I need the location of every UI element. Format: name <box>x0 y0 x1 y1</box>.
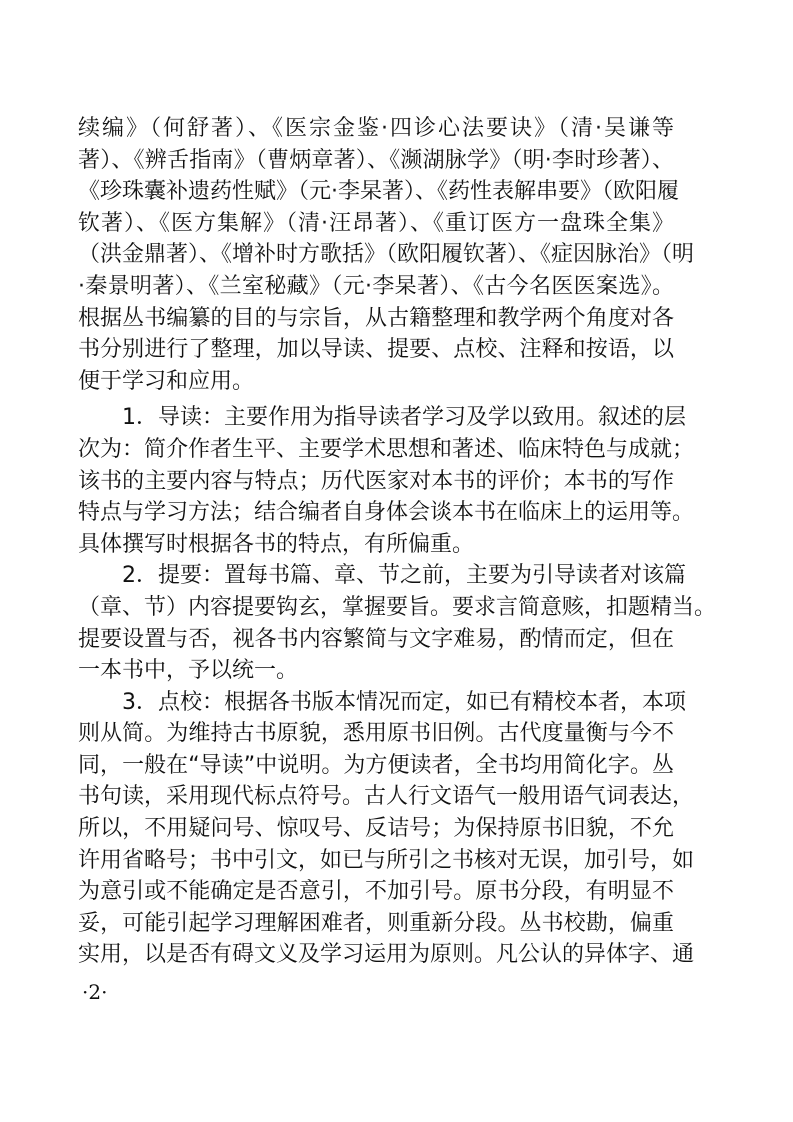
text-line: 许用省略号；书中引文，如已与所引之书核对无误，加引号，如 <box>78 847 695 873</box>
text-line: 著）、《辨舌指南》（曹炳章著）、《濒湖脉学》（明·李时珍著）、 <box>78 147 674 173</box>
text-line: 同，一般在“导读”中说明。为方便读者，全书均用简化字。丛 <box>78 752 674 778</box>
text-line: 根据丛书编纂的目的与宗旨，从古籍整理和教学两个角度对各 <box>78 305 674 331</box>
text-line: （洪金鼎著）、《增补时方歌括》（欧阳履钦著）、《症因脉治》（明 <box>78 242 695 268</box>
text-line: ·秦景明著）、《兰室秘藏》（元·李杲著）、《古今名医医案选》。 <box>78 273 674 299</box>
text-line: 续编》（何舒著）、《医宗金鉴·四诊心法要诀》（清·吴谦等 <box>78 116 674 141</box>
text-line: 为意引或不能确定是否意引，不加引号。原书分段，有明显不 <box>78 879 674 905</box>
text-line: 具体撰写时根据各书的特点，有所偏重。 <box>78 531 475 557</box>
text-line: 一本书中，予以统一。 <box>78 658 299 684</box>
paragraph-tiyao: 2．提要：置每书篇、章、节之前，主要为引导读者对该篇 <box>122 563 686 589</box>
text-line: 《珍珠囊补遗药性赋》（元·李杲著）、《药性表解串要》（欧阳履 <box>78 179 679 205</box>
text-line: 书分别进行了整理，加以导读、提要、点校、注释和按语，以 <box>78 337 674 363</box>
paragraph-dianjiao: 3．点校：根据各书版本情况而定，如已有精校本者，本项 <box>122 689 686 715</box>
text-line: 则从简。为维持古书原貌，悉用原书旧例。古代度量衡与今不 <box>78 721 674 747</box>
text-line: 实用，以是否有碍文义及学习运用为原则。凡公认的异体字、通 <box>78 942 695 968</box>
text-line: 特点与学习方法；结合编者自身体会谈本书在临床上的运用等。 <box>78 500 695 526</box>
paragraph-daodu: 1．导读：主要作用为指导读者学习及学以致用。叙述的层 <box>122 405 686 431</box>
body-text <box>78 113 717 971</box>
text-line: 该书的主要内容与特点；历代医家对本书的评价；本书的写作 <box>78 468 674 494</box>
text-line: 所以，不用疑问号、惊叹号、反诘号；为保持原书旧貌，不允 <box>78 816 674 842</box>
text-line: 妥，可能引起学习理解困难者，则重新分段。丛书校勘，偏重 <box>78 910 674 936</box>
text-line: 提要设置与否，视各书内容繁简与文字难易，酌情而定，但在 <box>78 626 674 652</box>
text-line: 书句读，采用现代标点符号。古人行文语气一般用语气词表达， <box>78 784 695 810</box>
text-line: 次为：简介作者生平、主要学术思想和著述、临床特色与成就； <box>78 436 695 462</box>
text-line: 便于学习和应用。 <box>78 368 255 394</box>
text-line: （章、节）内容提要钩玄，掌握要旨。要求言简意赅，扣题精当。 <box>78 594 717 620</box>
text-line: 钦著）、《医方集解》（清·汪昂著）、《重订医方一盘珠全集》 <box>78 210 674 236</box>
page-number: ·2· <box>82 980 108 1004</box>
